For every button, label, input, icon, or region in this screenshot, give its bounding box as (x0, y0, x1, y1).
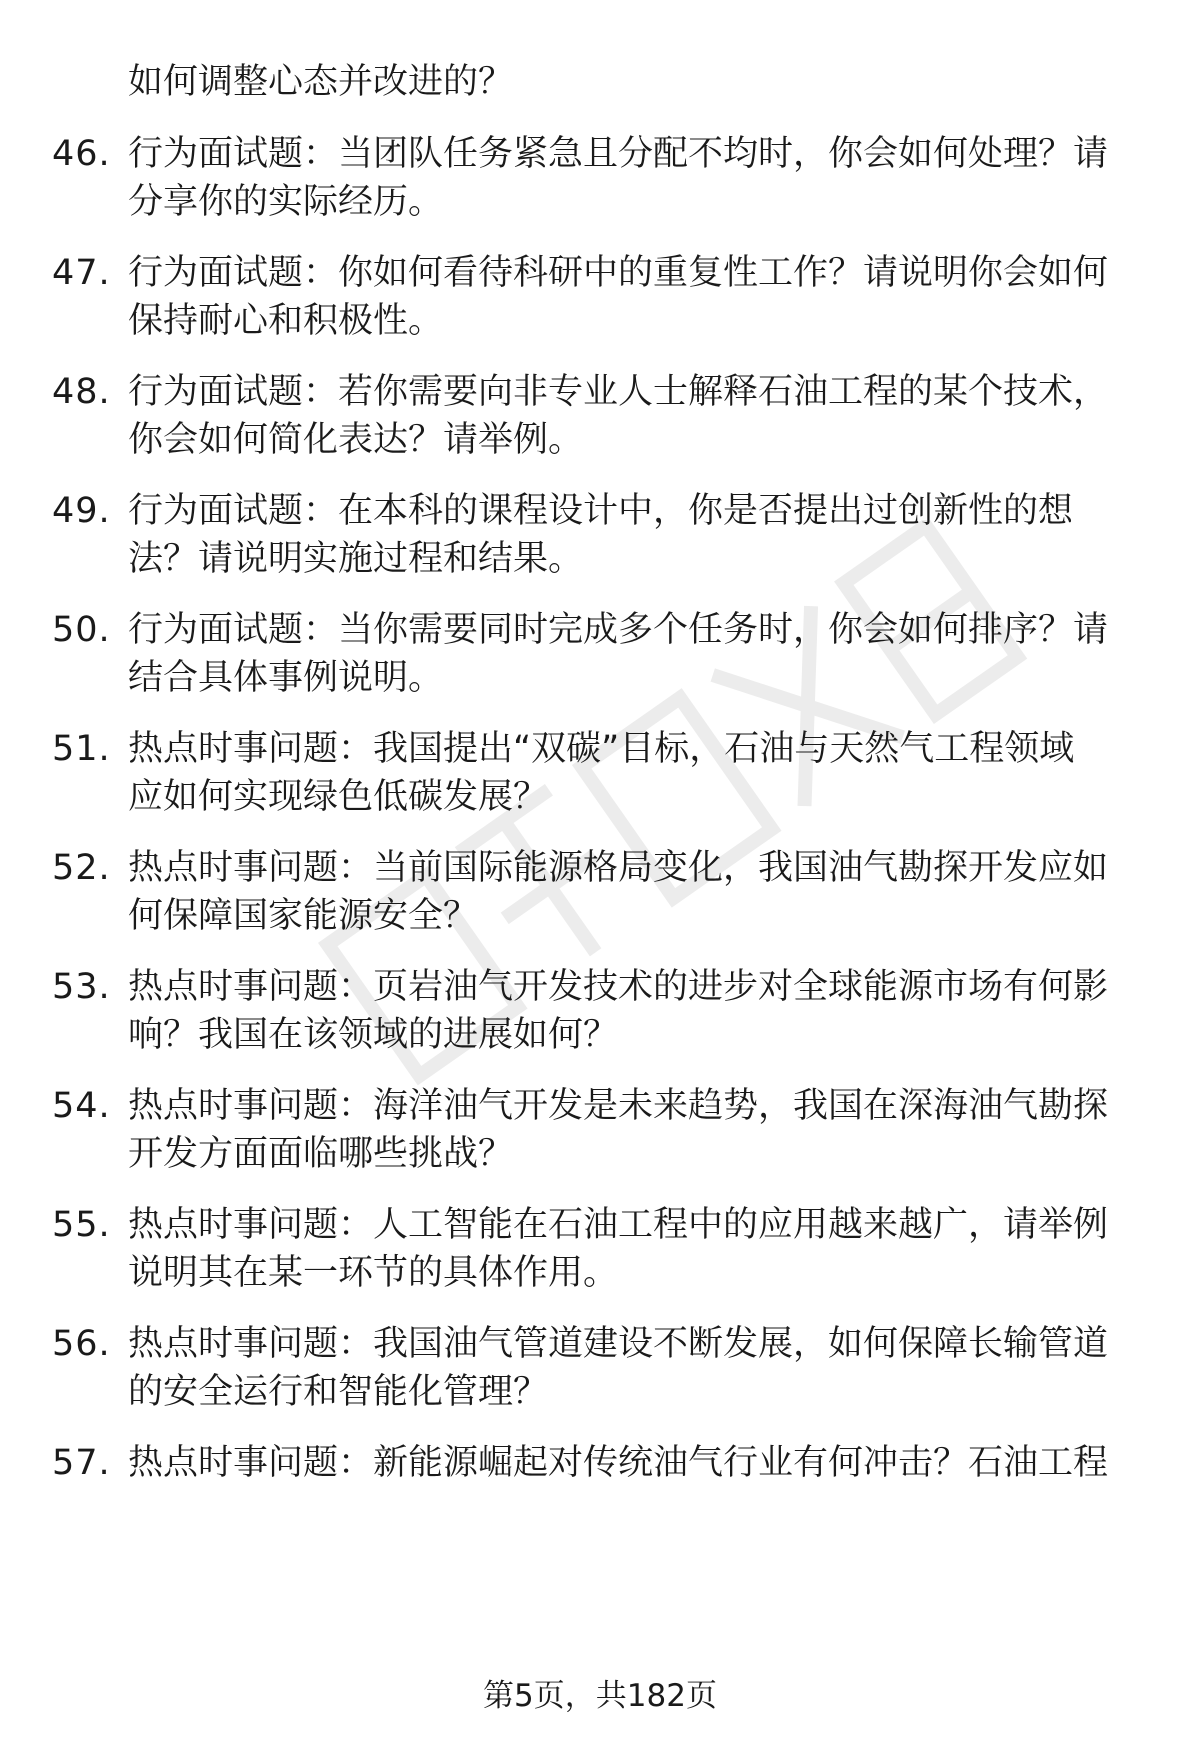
question-text-line: 热点时事问题：海洋油气开发是未来趋势，我国在深海油气勘探 (128, 1086, 1109, 1126)
question-number: 49. (52, 491, 111, 531)
question-item (0, 1201, 1200, 1297)
question-text-line: 热点时事问题：页岩油气开发技术的进步对全球能源市场有何影 (128, 967, 1109, 1007)
question-item (0, 1439, 1200, 1535)
question-item (0, 368, 1200, 464)
continuation-text: 如何调整心态并改进的？ (128, 62, 514, 102)
question-text-line: 说明其在某一环节的具体作用。 (128, 1253, 619, 1293)
question-number: 56. (52, 1324, 111, 1364)
question-number: 48. (52, 372, 111, 412)
question-text-line: 结合具体事例说明。 (128, 658, 444, 698)
question-text-line: 行为面试题：在本科的课程设计中，你是否提出过创新性的想 (128, 491, 1074, 531)
question-number: 52. (52, 848, 111, 888)
question-number: 55. (52, 1205, 111, 1245)
question-text-line: 行为面试题：当团队任务紧急且分配不均时，你会如何处理？请 (128, 134, 1109, 174)
page-footer: 第5页，共182页 (483, 1678, 717, 1714)
question-item (0, 725, 1200, 821)
question-text-line: 热点时事问题：新能源崛起对传统油气行业有何冲击？石油工程 (128, 1443, 1109, 1483)
question-text-line: 热点时事问题：人工智能在石油工程中的应用越来越广，请举例 (128, 1205, 1109, 1245)
question-text-line: 行为面试题：当你需要同时完成多个任务时，你会如何排序？请 (128, 610, 1109, 650)
question-text-line: 行为面试题：你如何看待科研中的重复性工作？请说明你会如何 (128, 253, 1109, 293)
question-item (0, 606, 1200, 702)
question-text-line: 法？请说明实施过程和结果。 (128, 539, 584, 579)
question-item (0, 1320, 1200, 1416)
question-item (0, 963, 1200, 1059)
question-text-line: 何保障国家能源安全？ (128, 896, 479, 936)
question-item (0, 130, 1200, 226)
question-text-line: 保持耐心和积极性。 (128, 301, 444, 341)
question-item (0, 1082, 1200, 1178)
question-number: 54. (52, 1086, 111, 1126)
question-text-line: 的安全运行和智能化管理？ (128, 1372, 549, 1412)
question-number: 46. (52, 134, 111, 174)
question-item (0, 487, 1200, 583)
question-text-line: 热点时事问题：我国油气管道建设不断发展，如何保障长输管道 (128, 1324, 1109, 1364)
question-text-line: 开发方面面临哪些挑战？ (128, 1134, 514, 1174)
question-text-line: 行为面试题：若你需要向非专业人士解释石油工程的某个技术， (128, 372, 1109, 412)
question-number: 47. (52, 253, 111, 293)
question-text-line: 你会如何简化表达？请举例。 (128, 420, 584, 460)
question-item (0, 844, 1200, 940)
question-number: 51. (52, 729, 111, 769)
question-number: 50. (52, 610, 111, 650)
question-number: 57. (52, 1443, 111, 1483)
question-item (0, 249, 1200, 345)
question-text-line: 分享你的实际经历。 (128, 182, 444, 222)
question-text-line: 热点时事问题：当前国际能源格局变化，我国油气勘探开发应如 (128, 848, 1109, 888)
question-number: 53. (52, 967, 111, 1007)
question-text-line: 应如何实现绿色低碳发展？ (128, 777, 549, 817)
question-text-line: 响？我国在该领域的进展如何？ (128, 1015, 619, 1055)
question-text-line: 热点时事问题：我国提出“双碳”目标，石油与天然气工程领域 (128, 729, 1075, 769)
